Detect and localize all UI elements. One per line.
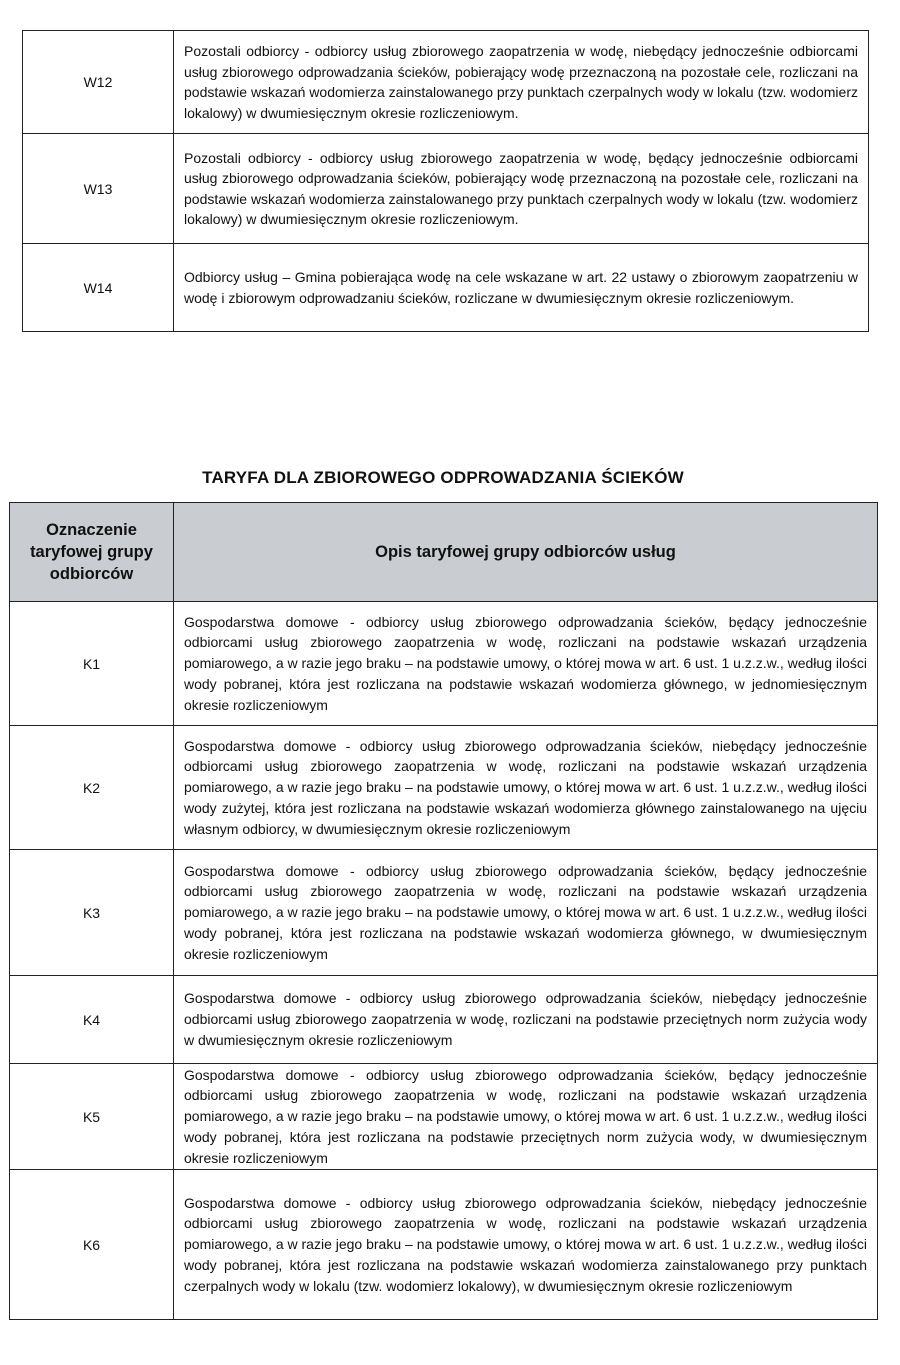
group-code: K1 [10, 602, 174, 726]
group-description: Pozostali odbiorcy - odbiorcy usług zbiorowego zaopatrzenia w wodę, niebędący jednocześnie odbiorcami usług zbiorowego odprowadzania ścieków, pobierający wodę przeznaczoną na pozostałe cele, rozliczani na podstawie wskazań wodomierza zainstalowanego przy punktach czerpalnych wody w lokalu (tzw. wodomierz lokalowy) w dwumiesięcznym okresie rozliczeniowym. [174, 31, 869, 134]
section-title: TARYFA DLA ZBIOROWEGO ODPROWADZANIA ŚCIEKÓW [202, 468, 684, 487]
header-group-code: Oznaczenie taryfowej grupy odbiorców [10, 503, 174, 602]
group-description: Gospodarstwa domowe - odbiorcy usług zbiorowego odprowadzania ścieków, będący jednocześnie odbiorcami usług zbiorowego zaopatrzenia w wodę, rozliczani na podstawie wskazań urządzenia pomiarowego, a w razie jego braku – na podstawie umowy, o której mowa w art. 6 ust. 1 u.z.z.w., według ilości wody pobranej, która jest rozliczana na podstawie przeciętnych norm zużycia wody, w dwumiesięcznym okresie rozliczeniowym [174, 1064, 878, 1170]
table-row [10, 850, 878, 976]
group-description: Gospodarstwa domowe - odbiorcy usług zbiorowego odprowadzania ścieków, będący jednocześnie odbiorcami usług zbiorowego zaopatrzenia w wodę, rozliczani na podstawie wskazań urządzenia pomiarowego, a w razie jego braku – na podstawie umowy, o której mowa w art. 6 ust. 1 u.z.z.w., według ilości wody pobranej, która jest rozliczana na podstawie wskazań wodomierza głównego, w dwumiesięcznym okresie rozliczeniowym [174, 850, 878, 976]
header-group-description: Opis taryfowej grupy odbiorców usług [174, 503, 878, 602]
group-code: W12 [23, 31, 174, 134]
group-description: Odbiorcy usług – Gmina pobierająca wodę na cele wskazane w art. 22 ustawy o zbiorowym zaopatrzeniu w wodę i zbiorowym odprowadzaniu ścieków, rozliczane w dwumiesięcznym okresie rozliczeniowym. [174, 244, 869, 332]
group-code: K4 [10, 976, 174, 1064]
water-tariff-table-continuation [22, 30, 869, 332]
group-code: W13 [23, 134, 174, 244]
table-row [23, 134, 869, 244]
table-row [10, 726, 878, 850]
group-description: Gospodarstwa domowe - odbiorcy usług zbiorowego odprowadzania ścieków, niebędący jednocześnie odbiorcami usług zbiorowego zaopatrzenia w wodę, rozliczani na podstawie wskazań urządzenia pomiarowego, a w razie jego braku – na podstawie umowy, o której mowa w art. 6 ust. 1 u.z.z.w., według ilości wody pobranej, która jest rozliczana na podstawie wskazań wodomierza zainstalowanego przy punktach czerpalnych wody w lokalu (tzw. wodomierz lokalowy), w dwumiesięcznym okresie rozliczeniowym [174, 1170, 878, 1320]
group-description: Gospodarstwa domowe - odbiorcy usług zbiorowego odprowadzania ścieków, będący jednocześnie odbiorcami usług zbiorowego zaopatrzenia w wodę, rozliczani na podstawie wskazań urządzenia pomiarowego, a w razie jego braku – na podstawie umowy, o której mowa w art. 6 ust. 1 u.z.z.w., według ilości wody pobranej, która jest rozliczana na podstawie wskazań wodomierza głównego, w jednomiesięcznym okresie rozliczeniowym [174, 602, 878, 726]
group-code: K6 [10, 1170, 174, 1320]
table-row [23, 31, 869, 134]
group-code: K2 [10, 726, 174, 850]
table-row [10, 602, 878, 726]
group-description: Gospodarstwa domowe - odbiorcy usług zbiorowego odprowadzania ścieków, niebędący jednocześnie odbiorcami usług zbiorowego zaopatrzenia w wodę, rozliczani na podstawie wskazań urządzenia pomiarowego, a w razie jego braku – na podstawie umowy, o której mowa w art. 6 ust. 1 u.z.z.w., według ilości wody zużytej, która jest rozliczana na podstawie wskazań wodomierza głównego zainstalowanego na ujęciu własnym odbiorcy, w dwumiesięcznym okresie rozliczeniowym [174, 726, 878, 850]
group-description: Gospodarstwa domowe - odbiorcy usług zbiorowego odprowadzania ścieków, niebędący jednocześnie odbiorcami usług zbiorowego zaopatrzenia w wodę, rozliczani na podstawie przeciętnych norm zużycia wody w dwumiesięcznym okresie rozliczeniowym [174, 976, 878, 1064]
table-row [10, 1064, 878, 1170]
sewage-tariff-table [9, 502, 878, 1320]
group-code: K5 [10, 1064, 174, 1170]
table-row [10, 1170, 878, 1320]
table-row [23, 244, 869, 332]
group-code: K3 [10, 850, 174, 976]
table-header-row [10, 503, 878, 602]
table-row [10, 976, 878, 1064]
group-description: Pozostali odbiorcy - odbiorcy usług zbiorowego zaopatrzenia w wodę, będący jednocześnie odbiorcami usług zbiorowego odprowadzania ścieków, pobierający wodę przeznaczoną na pozostałe cele, rozliczani na podstawie wskazań wodomierza zainstalowanego przy punktach czerpalnych wody w lokalu (tzw. wodomierz lokalowy) w dwumiesięcznym okresie rozliczeniowym. [174, 134, 869, 244]
group-code: W14 [23, 244, 174, 332]
